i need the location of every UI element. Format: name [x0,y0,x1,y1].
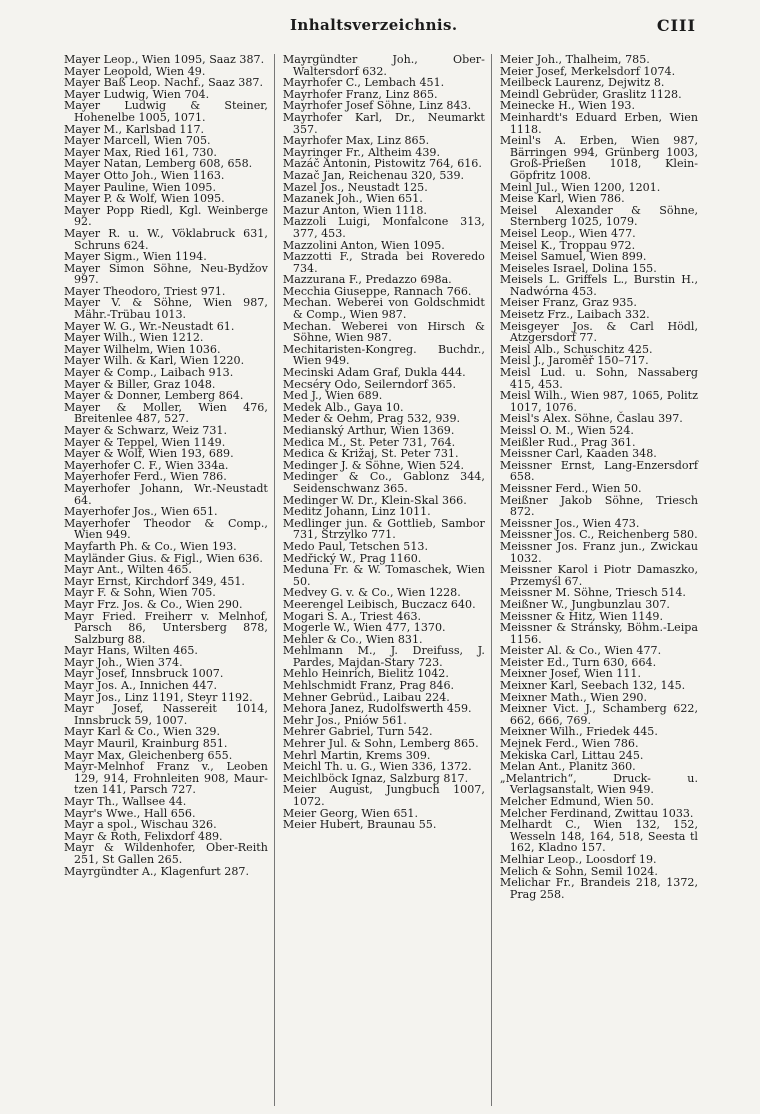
index-entry: Mayfarth Ph. & Co., Wien 193. [64,539,237,553]
index-entry: Mayr Joh., Wien 374. [64,655,183,669]
page-title: Inhaltsverzeichnis. [290,16,458,34]
index-entry: Meißner Jakob Söhne, Triesch 872. [499,493,698,519]
index-entry: Meißler Rud., Prag 361. [499,435,636,449]
index-entry: Mecséry Odo, Seilerndorf 365. [282,377,457,391]
index-entry: Mayer Popp Riedl, Kgl. Weinberge 92. [64,203,268,229]
index-entry: Meinhardt's Eduard Erben, Wien 1118. [499,110,698,136]
index-entry: Meichlböck Ignaz, Salzburg 817. [282,771,469,785]
index-entry: Mayrhofer Josef Söhne, Linz 843. [282,99,472,113]
index-entry: Meisel Samuel, Wien 899. [499,250,647,264]
index-entry: Meder & Oehm, Prag 532, 939. [282,412,461,426]
index-entry: Mayr & Roth, Felixdorf 489. [64,829,223,843]
index-entry: Mechitaristen-Kongreg. Buchdr., Wien 949. [282,342,485,368]
index-entry: Mayerhofer Ferd., Wien 786. [64,470,227,484]
index-entry: Mayer Otto Joh., Wien 1163. [64,168,225,182]
index-entry: Mayer & Teppel, Wien 1149. [64,435,226,449]
index-entry: Meinecke H., Wien 193. [499,99,636,113]
index-entry: Medianský Arthur, Wien 1369. [282,424,455,437]
index-entry: Mayerhofer Johann, Wr.-Neustadt 64. [64,481,268,507]
index-entry: Meisl J., Jaroměř 150–717. [499,354,649,368]
index-entry: Meinl's A. Erben, Wien 987, Bärringen 994, Grünberg 1003, Groß-Prießen 1018, Klein-Göpfritz 1008. [499,134,698,182]
index-entry: Mehlschmidt Franz, Prag 846. [282,679,455,693]
index-entry: Mehrl Martin, Krems 309. [282,748,431,762]
index-entry: Mayringer Fr., Altheim 439. [282,145,441,159]
index-entry: Meissner Jos., Wien 473. [499,516,640,530]
index-column-3 [491,54,698,1106]
index-entry: Mayer V. & Söhne, Wien 987, Mähr.-Trübau 1013. [64,296,268,322]
index-entry: Mehrer Jul. & Sohn, Lemberg 865. [282,737,479,751]
index-entry: Med J., Wien 689. [282,389,383,403]
index-entry: Mogerle W., Wien 477, 1370. [282,621,446,635]
index-entry: Meister Ed., Turn 630, 664. [499,655,657,669]
index-entry: Meissner & Hitz, Wien 1149. [499,609,663,623]
page-header [0,0,760,52]
index-entry: Mayr Mauril, Krainburg 851. [64,737,228,751]
index-entry: Medek Alb., Gaya 10. [282,400,404,414]
index-entry: Medinger J. & Söhne, Wien 524. [282,458,465,472]
index-entry: Meisl Wilh., Wien 987, 1065, Politz 1017, 1076. [499,389,698,414]
index-entry: Meiser Franz, Graz 935. [499,296,637,310]
index-entry: Mayr Jos., Linz 1191, Steyr 1192. [64,690,253,704]
index-entry: Mayer & Comp., Laibach 913. [64,366,234,380]
index-entry: Meixner Josef, Wien 111. [499,667,641,681]
index-entry: Mechan. Weberei von Goldschmidt & Comp., Wien 987. [282,296,485,322]
index-column-1 [64,54,274,1106]
index-entry: Mayer P. & Wolf, Wien 1095. [64,192,225,206]
index-entry: Mayer Natan, Lemberg 608, 658. [64,157,253,171]
index-entry: Meissner Jos. Franz jun., Zwickau 1032. [499,539,698,565]
index-entry: Medřický W., Prag 1160. [282,551,422,565]
index-entry: Mayer Marcell, Wien 705. [64,134,211,148]
index-entry: Mayerhofer Theodor & Comp., Wien 949. [64,516,268,542]
index-entry: Melcher Ferdinand, Zwittau 1033. [499,806,694,820]
index-entry: Mayer M., Karlsbad 117. [64,122,205,136]
index-entry: Meindl Gebrüder, Graslitz 1128. [499,87,682,101]
index-entry: Meier Georg, Wien 651. [282,806,419,820]
page-number: CIII [656,16,696,35]
index-entry: Melhiar Leop., Loosdorf 19. [499,852,657,866]
index-entry: Melichar Fr., Brandeis 218, 1372, Prag 258. [499,876,698,901]
index-entry: Meisels L. Griffels L., Burstin H., Nadwórna 453. [499,273,698,298]
index-entry: Mayer Pauline, Wien 1095. [64,180,216,194]
index-entry: Mayer & Biller, Graz 1048. [64,377,216,391]
index-entry: Meissner Carl, Kaaden 348. [499,447,657,461]
index-entry: Meise Karl, Wien 786. [499,192,625,206]
index-entry: Mayr Josef, Innsbruck 1007. [64,667,224,681]
index-entry: Meisetz Frz., Laibach 332. [499,308,650,322]
index-entry: Mayer Max, Ried 161, 730. [64,145,217,159]
index-entry: Meisel Leop., Wien 477. [499,226,636,240]
index-entry: Mayrgündter A., Klagenfurt 287. [64,864,249,878]
index-entry: Mayer Simon Söhne, Neu-Bydžov 997. [64,261,268,287]
index-entry: Mecinski Adam Graf, Dukla 444. [282,366,466,380]
index-entry: Mayer Leopold, Wien 49. [64,64,206,78]
index-entry: Meister Al. & Co., Wien 477. [499,644,662,658]
index-entry: Mayer Ludwig, Wien 704. [64,87,210,101]
index-entry: Medica & Križaj, St. Peter 731. [282,447,459,461]
index-entry: Mayer Wilh., Wien 1212. [64,331,204,345]
index-entry: Mayer & Donner, Lemberg 864. [64,389,244,403]
index-entry: Mazač Jan, Reichenau 320, 539. [282,168,465,182]
index-entry: Mayrhofer C., Lembach 451. [282,76,445,90]
index-columns [64,54,698,1106]
index-entry: Meissner M. Söhne, Triesch 514. [499,586,686,600]
index-entry: Mayr Fried. Freiherr v. Melnhof, Parsch 86, Untersberg 878, Salzburg 88. [64,609,268,646]
index-entry: Mehrer Gabriel, Turn 542. [282,725,433,739]
index-entry: Medo Paul, Tetschen 513. [282,539,428,553]
index-entry: Mayer & Wolf, Wien 193, 689. [64,447,234,461]
index-entry: Medvey G. v. & Co., Wien 1228. [282,586,461,600]
index-entry: Meissner Karol i Piotr Damaszko, Przemyśl 67. [499,563,698,588]
index-entry: Mehler & Co., Wien 831. [282,632,423,646]
index-entry: Meixner Math., Wien 290. [499,690,647,704]
index-column-2 [274,54,491,1106]
index-entry: Medinger & Co., Gablonz 344, Seidenschwanz 365. [282,470,485,495]
index-entry: Meissner Ferd., Wien 50. [499,481,642,495]
index-entry: Mayr Jos. A., Innichen 447. [64,679,218,693]
index-entry: Mazzoli Luigi, Monfalcone 313, 377, 453. [282,215,485,240]
index-entry: Meisl's Alex. Söhne, Časlau 397. [499,412,683,426]
index-entry: Meißner W., Jungbunzlau 307. [499,597,670,611]
index-entry: Meerengel Leibisch, Buczacz 640. [282,597,476,611]
index-entry: Mayer Leop., Wien 1095, Saaz 387. [64,53,265,66]
index-entry: Mayer Wilhelm, Wien 1036. [64,342,221,356]
index-entry: Mayr-Melnhof Franz v., Leoben 129, 914, Frohnleiten 908, Maur-tzen 141, Parsch 727. [64,760,268,797]
index-entry: Mazzotti F., Strada bei Roveredo 734. [282,250,485,275]
index-entry: Meixner Karl, Seebach 132, 145. [499,679,686,693]
index-entry: Mayr Ernst, Kirchdorf 349, 451. [64,574,245,588]
index-entry: Meduna Fr. & W. Tomaschek, Wien 50. [282,563,485,588]
index-entry: Mayrhofer Max, Linz 865. [282,134,430,148]
index-entry: Mayer Theodoro, Triest 971. [64,284,226,298]
index-entry: Meier Josef, Merkelsdorf 1074. [499,64,676,78]
index-entry: Meisgeyer Jos. & Carl Hödl, Atzgersdorf 77. [499,319,698,345]
index-entry: Mayr & Wildenhofer, Ober-Reith 251, St Gallen 265. [64,841,268,866]
index-entry: Mayerhofer C. F., Wien 334a. [64,458,229,472]
index-entry: Mayrhofer Franz, Linz 865. [282,87,438,101]
index-entry: Mayr Josef, Nassereit 1014, Innsbruck 59, 1007. [64,702,268,727]
index-entry: Medlinger jun. & Gottlieb, Sambor 731, Strzylko 771. [282,516,485,542]
index-entry: Mayländer Gius. & Figl., Wien 636. [64,551,263,565]
index-entry: Mekiska Carl, Littau 245. [499,748,644,762]
index-entry: Mogari S. A., Triest 463. [282,609,422,623]
index-entry: Mayer Sigm., Wien 1194. [64,250,207,264]
index-entry: Mayer W. G., Wr.-Neustadt 61. [64,319,235,333]
index-entry: Meiseles Israel, Dolina 155. [499,261,657,275]
index-entry: Mazzurana F., Predazzo 698a. [282,273,452,287]
index-entry: Mayr Frz. Jos. & Co., Wien 290. [64,597,243,611]
index-entry: Meilbeck Laurenz, Dejwitz 8. [499,76,665,90]
index-entry: Mazanek Joh., Wien 651. [282,192,423,206]
index-entry: Meisel Alexander & Söhne, Sternberg 1025, 1079. [499,203,698,229]
index-entry: Mejnek Ferd., Wien 786. [499,737,639,751]
index-entry: Meissl O. M., Wien 524. [499,424,634,437]
index-entry: Mayr Th., Wallsee 44. [64,795,187,808]
index-entry: Meissner Ernst, Lang-Enzersdorf 658. [499,458,698,484]
index-entry: Mayer & Moller, Wien 476, Breitenlee 487, 527. [64,400,268,426]
index-entry: Melcher Edmund, Wien 50. [499,795,654,808]
index-entry: Mayr F. & Sohn, Wien 705. [64,586,216,600]
index-entry: Melhardt C., Wien 132, 152, Wesseln 148, 164, 518, Seesta tl 162, Kladno 157. [499,818,698,855]
index-entry: Meisl Lud. u. Sohn, Nassaberg 415, 453. [499,366,698,391]
index-entry: Meier August, Jungbuch 1007, 1072. [282,783,485,808]
index-entry: Meinl Jul., Wien 1200, 1201. [499,180,661,194]
index-entry: „Melantrich“, Druck- u. Verlagsanstalt, Wien 949. [499,771,698,797]
index-entry: Mayer & Schwarz, Weiz 731. [64,424,227,437]
index-entry: Meisel K., Troppau 972. [499,238,636,252]
index-entry: Meier Hubert, Braunau 55. [282,818,437,832]
index-entry: Mazur Anton, Wien 1118. [282,203,427,217]
index-entry: Mehlmann M., J. Dreifuss, J. Pardes, Majdan-Stary 723. [282,644,485,669]
index-entry: Meixner Wilh., Friedek 445. [499,725,658,739]
index-entry: Mehlo Heinrich, Bielitz 1042. [282,667,449,681]
index-entry: Meier Joh., Thalheim, 785. [499,53,650,66]
index-entry: Mayr Karl & Co., Wien 329. [64,725,220,739]
index-entry: Mechan. Weberei von Hirsch & Söhne, Wien 987. [282,319,485,345]
index-entry: Mazzolini Anton, Wien 1095. [282,238,445,252]
index-entry: Melan Ant., Planitz 360. [499,760,636,774]
index-entry: Meditz Johann, Linz 1011. [282,505,431,519]
index-entry: Mayer Ludwig & Steiner, Hohenelbe 1005, 1071. [64,99,268,124]
index-entry: Mayrgündter Joh., Ober-Waltersdorf 632. [282,53,485,78]
index-entry: Mehr Jos., Pniów 561. [282,713,407,727]
index-entry: Mayer Baß Leop. Nachf., Saaz 387. [64,76,263,90]
index-entry: Mayr Hans, Wilten 465. [64,644,198,658]
index-entry: Mayer Wilh. & Karl, Wien 1220. [64,354,245,368]
index-entry: Mayr Max, Gleichenberg 655. [64,748,233,762]
index-entry: Medica M., St. Peter 731, 764. [282,435,456,449]
index-entry: Mayr Ant., Wilten 465. [64,563,192,577]
index-entry: Mehner Gebrüd., Laibau 224. [282,690,450,704]
index-entry: Meissner & Stránsky, Böhm.-Leipa 1156. [499,621,698,646]
index-entry: Mayr's Wwe., Hall 656. [64,806,196,820]
index-entry: Mehora Janez, Rudolfswerth 459. [282,702,472,716]
index-entry: Mazáč Antonin, Pistowitz 764, 616. [282,157,482,171]
index-entry: Meissner Jos. C., Reichenberg 580. [499,528,698,542]
index-entry: Meichl Th. u. G., Wien 336, 1372. [282,760,472,774]
index-entry: Mayerhofer Jos., Wien 651. [64,505,218,519]
index-entry: Medinger W. Dr., Klein-Skal 366. [282,493,467,507]
index-entry: Mayer R. u. W., Vöklabruck 631, Schruns 624. [64,226,268,252]
index-entry: Meisl Alb., Schuschitz 425. [499,342,653,356]
index-entry: Melich & Sohn, Semil 1024. [499,864,658,878]
index-entry: Mayrhofer Karl, Dr., Neumarkt 357. [282,110,485,136]
index-entry: Mazel Jos., Neustadt 125. [282,180,428,194]
index-entry: Meixner Vict. J., Schamberg 622, 662, 666, 769. [499,702,698,727]
index-entry: Mecchia Giuseppe, Rannach 766. [282,284,472,298]
index-entry: Mayr a spol., Wischau 326. [64,818,217,832]
